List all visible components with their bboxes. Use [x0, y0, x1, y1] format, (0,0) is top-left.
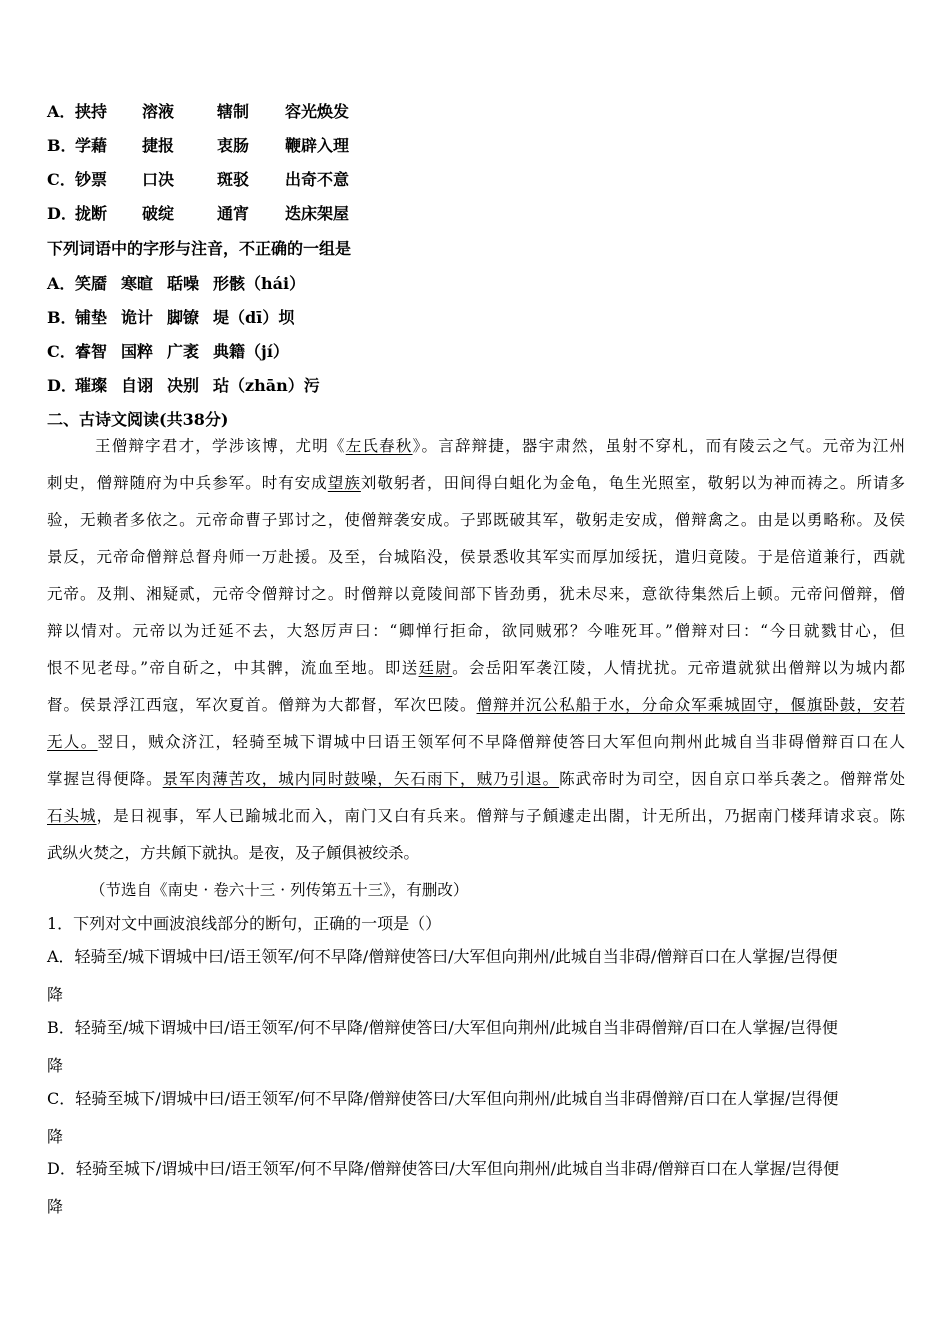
underlined-term: 廷尉 — [418, 659, 453, 677]
option-letter: C． — [47, 342, 76, 361]
option-word: 学藉 — [75, 136, 108, 155]
option-word: 容光焕发 — [285, 102, 350, 121]
passage-line — [95, 436, 905, 456]
option-item: 国粹 — [121, 342, 154, 361]
underlined-sentence: 无人。 — [47, 733, 98, 751]
option-text: A．轻骑至/城下谓城中曰/语王领军/何不早降/僧辩使答曰/大军但向荆州/此城自当非碍/僧辩百口在人掌握/岂得便 — [47, 947, 838, 966]
q3-stem: 1．下列对文中画波浪线部分的断句，正确的一项是（） — [47, 914, 442, 933]
option-item: 寒暄 — [121, 274, 154, 293]
passage-source: （节选自《南史 · 卷六十三 · 列传第五十三》，有删改） — [90, 881, 469, 899]
passage-line: 辩以情对。元帝以为迁延不去，大怒厉声曰：“卿惮行拒命，欲同贼邪？今唯死耳。”僧辩对曰：“今日就戮甘心，但 — [47, 622, 905, 640]
option-letter: A． — [47, 102, 76, 121]
option-word: 斑驳 — [217, 170, 250, 189]
option-letter: B． — [47, 136, 77, 155]
underlined-term: 左氏春秋 — [345, 437, 413, 455]
section-title: 二、古诗文阅读(共38分) — [47, 410, 229, 429]
passage-text: 督。侯景浮江西寇，军次夏首。僧辩为大都督，军次巴陵。 — [47, 696, 477, 714]
passage-line: 验，无赖者多依之。元帝命曹子郢讨之，使僧辩袭安成。子郢既破其军，敬躬走安成，僧辩禽之。由是以勇略称。及侯 — [47, 511, 905, 529]
q2-option-c[interactable] — [47, 342, 303, 362]
option-word: 鞭辟入理 — [285, 136, 350, 155]
option-item: 决别 — [167, 376, 200, 395]
passage-text: 刺史，僧辩随府为中兵参军。时有安成 — [47, 474, 328, 492]
q2-option-a[interactable] — [47, 274, 319, 294]
underlined-sentence: 景军肉薄苦攻，城内同时鼓噪，矢石雨下，贼乃引退。 — [162, 770, 560, 788]
passage-text: 。会岳阳军袭江陵，人情扰扰。元帝遣就狱出僧辩以为城内都 — [452, 659, 905, 677]
option-word: 辖制 — [217, 102, 250, 121]
underlined-sentence: 僧辩并沉公私船于水，分命众军乘城固守，偃旗卧鼓，安若 — [476, 696, 905, 714]
q1-option-d[interactable] — [47, 204, 349, 224]
option-text: C．轻骑至城下/谓城中曰/语王领军/何不早降/僧辩使答曰/大军但向荆州/此城自当非碍僧辩/百口在人掌握/岂得便 — [47, 1089, 839, 1108]
underlined-term: 望族 — [327, 474, 361, 492]
option-word: 挟持 — [75, 102, 108, 121]
passage-text: 恨不见老母。”帝自斫之，中其髀，流血至地。即送 — [47, 659, 419, 677]
wavy-text: 翌日，贼众济江，轻骑至城下谓城中曰语王领军何不早降僧辩使答曰大军但向荆州此城自当非碍僧辩百口在人 — [97, 733, 905, 751]
option-item: 典籍（jí） — [213, 342, 289, 361]
passage-line — [47, 695, 905, 715]
option-item: 诡计 — [121, 308, 154, 327]
passage-text: 》。言辞辩捷，器宇肃然，虽射不穿札，而有陵云之气。元帝为江州 — [412, 437, 905, 455]
option-letter: C． — [47, 170, 76, 189]
option-text: 降 — [47, 1056, 64, 1075]
option-word: 溶液 — [142, 102, 175, 121]
passage-text: ，是日视事，军人已踰城北而入，南门又白有兵来。僧辩与子頠遽走出閤，计无所出，乃据南门楼拜请求哀。陈 — [96, 807, 905, 825]
option-text: 降 — [47, 1197, 64, 1216]
passage-line: 武纵火焚之，方共頠下就执。是夜，及子頠俱被绞杀。 — [47, 844, 420, 862]
option-item: 铺垫 — [75, 308, 108, 327]
option-item: 脚镣 — [167, 308, 200, 327]
underlined-term: 石头城 — [47, 807, 97, 825]
option-word: 迭床架屋 — [285, 204, 350, 223]
q1-option-c[interactable] — [47, 170, 349, 190]
option-word: 捷报 — [142, 136, 175, 155]
option-letter: D． — [47, 376, 77, 395]
option-letter: B． — [47, 308, 77, 327]
passage-text: 刘敬躬者，田间得白蛆化为金龟，龟生光照室，敬躬以为神而祷之。所请多 — [360, 474, 905, 492]
option-word: 钞票 — [75, 170, 108, 189]
option-item: 聒噪 — [167, 274, 200, 293]
option-text: 降 — [47, 985, 64, 1004]
passage-line — [47, 769, 905, 789]
option-word: 拢断 — [75, 204, 108, 223]
option-item: 形骸（hái） — [213, 274, 306, 293]
option-letter: A． — [47, 274, 76, 293]
option-text: D．轻骑至城下/谓城中曰/语王领军/何不早降/僧辩使答曰/大军但向荆州/此城自当非碍/僧辩百口在人掌握/岂得便 — [47, 1159, 839, 1178]
option-item: 璀璨 — [75, 376, 108, 395]
wavy-text: 掌握岂得便降。 — [47, 770, 163, 788]
option-item: 睿智 — [75, 342, 108, 361]
q1-option-a[interactable] — [47, 102, 349, 122]
passage-text: 陈武帝时为司空，因自京口举兵袭之。僧辩常处 — [559, 770, 905, 788]
passage-text: 王僧辩字君才，学涉该博，尤明《 — [95, 437, 346, 455]
option-item: 笑靥 — [75, 274, 108, 293]
option-item: 自诩 — [121, 376, 154, 395]
q2-stem: 下列词语中的字形与注音，不正确的一组是 — [47, 239, 352, 258]
q2-option-b[interactable] — [47, 308, 308, 328]
q2-option-d[interactable] — [47, 376, 334, 396]
option-item: 堤（dī）坝 — [213, 308, 295, 327]
passage-line — [47, 732, 905, 752]
option-word: 衷肠 — [217, 136, 250, 155]
option-text: B．轻骑至/城下谓城中曰/语王领军/何不早降/僧辩使答曰/大军但向荆州/此城自当非碍僧辩/百口在人掌握/岂得便 — [47, 1018, 838, 1037]
option-item: 广袤 — [167, 342, 200, 361]
passage-line — [47, 658, 905, 678]
passage-line: 景反，元帝命僧辩总督舟师一万赴援。及至，台城陷没，侯景悉收其军实而厚加绥抚，遣归竟陵。于是倍道兼行，西就 — [47, 548, 905, 566]
passage-line: 元帝。及荆、湘疑贰，元帝令僧辩讨之。时僧辩以竟陵间部下皆劲勇，犹未尽来，意欲待集然后上顿。元帝问僧辩，僧 — [47, 585, 905, 603]
option-word: 破绽 — [142, 204, 175, 223]
passage-line — [47, 473, 905, 493]
q1-option-b[interactable] — [47, 136, 349, 156]
option-text: 降 — [47, 1127, 64, 1146]
option-word: 出奇不意 — [285, 170, 350, 189]
option-item: 玷（zhān）污 — [213, 376, 320, 395]
option-word: 通宵 — [217, 204, 250, 223]
option-word: 口决 — [142, 170, 175, 189]
passage-line — [47, 806, 905, 826]
option-letter: D． — [47, 204, 77, 223]
